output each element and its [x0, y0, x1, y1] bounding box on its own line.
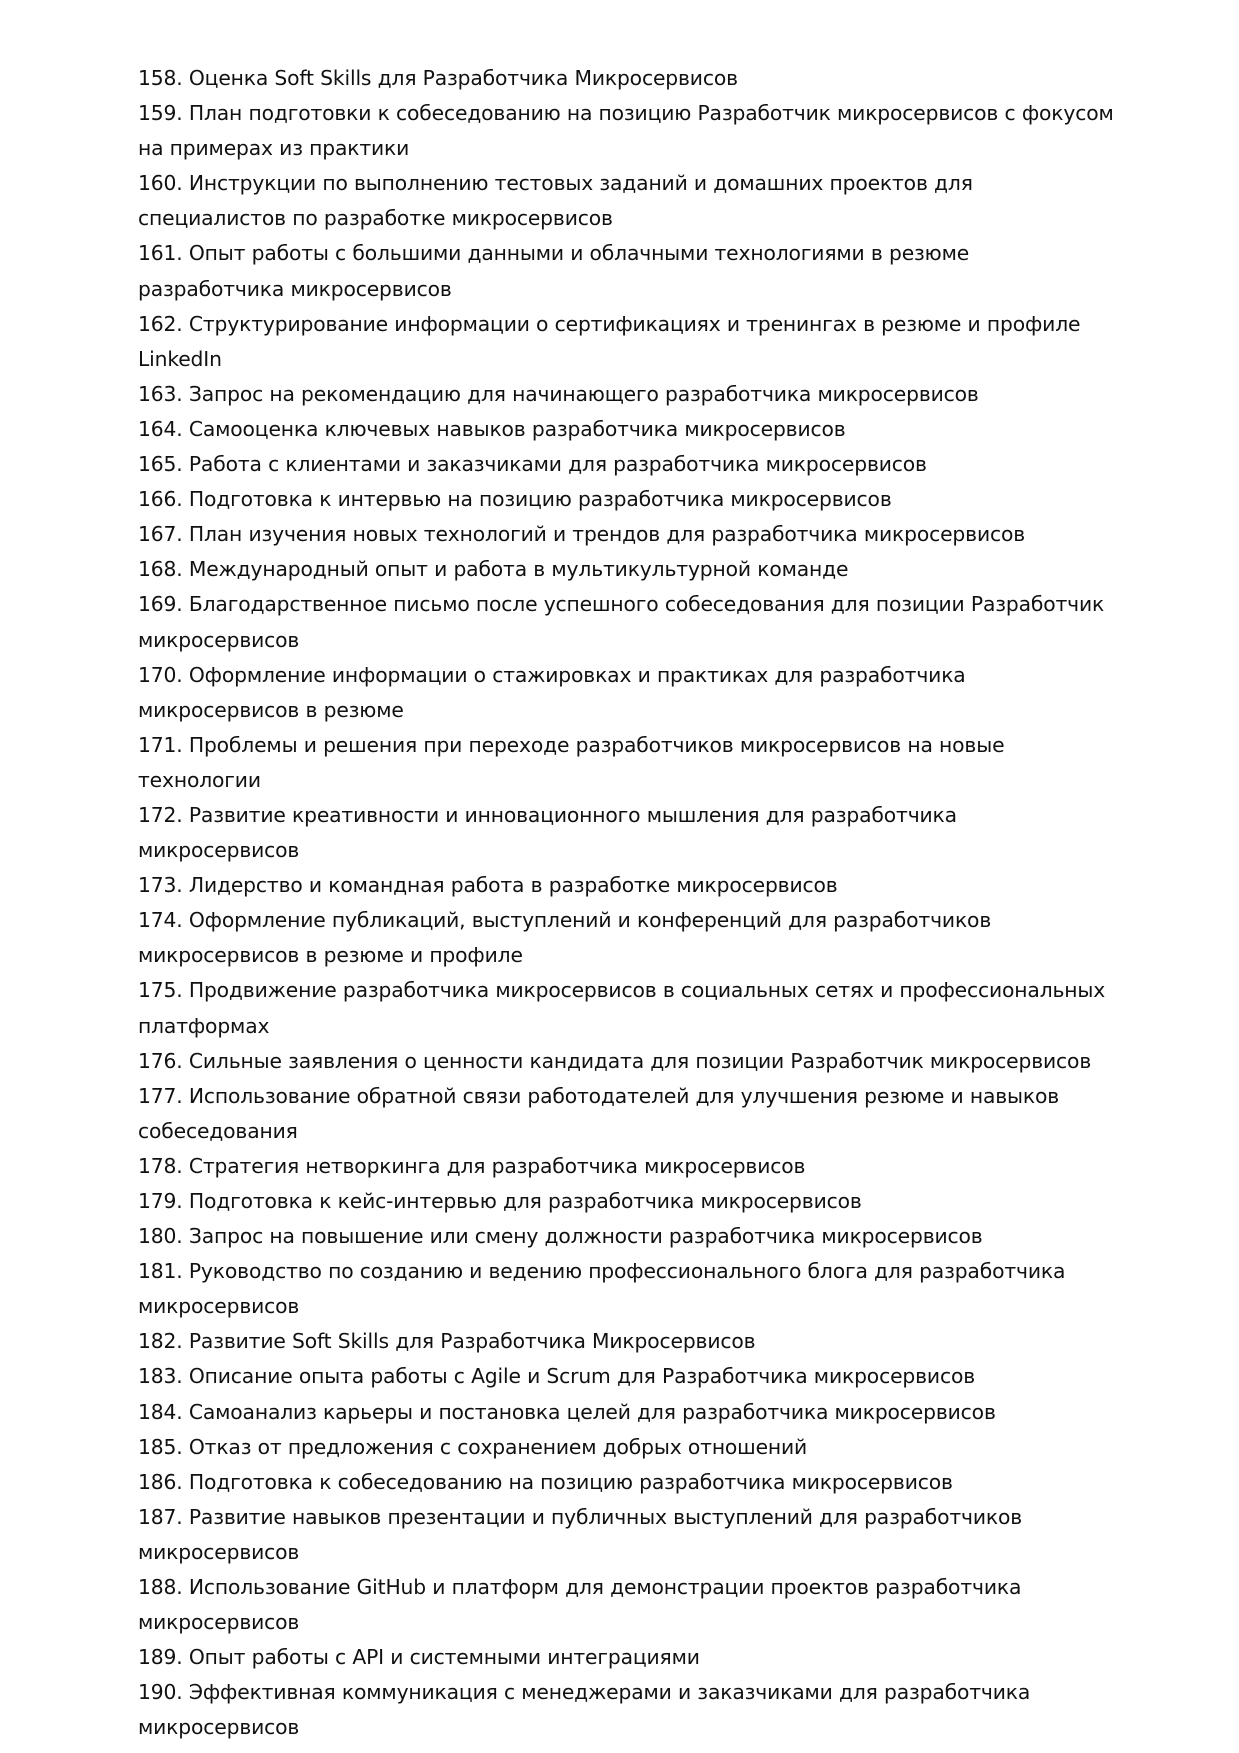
list-item: 158. Оценка Soft Skills для Разработчика Микросервисов	[138, 66, 738, 90]
list-item: 175. Продвижение разработчика микросервисов в социальных сетях и профессиональных платформах	[138, 978, 1106, 1038]
list-item: 172. Развитие креативности и инновационного мышления для разработчика микросервисов	[138, 802, 957, 863]
list-item: 176. Сильные заявления о ценности кандидата для позиции Разработчик микросервисов	[138, 1048, 1092, 1073]
list-item: 160. Инструкции по выполнению тестовых заданий и домашних проектов для специалистов по разработке микросервисов	[138, 171, 973, 231]
list-item: 171. Проблемы и решения при переходе разработчиков микросервисов на новые технологии	[138, 732, 1005, 792]
list-item: 188. Использование GitHub и платформ для демонстрации проектов разработчика микросервисов	[138, 1575, 1022, 1635]
list-item: 186. Подготовка к собеседованию на позицию разработчика микросервисов	[138, 1469, 953, 1494]
list-item: 163. Запрос на рекомендацию для начинающего разработчика микросервисов	[138, 381, 979, 406]
list-item: 190. Эффективная коммуникация с менеджерами и заказчиками для разработчика микросервисов	[138, 1680, 1031, 1740]
list-item: 166. Подготовка к интервью на позицию разработчика микросервисов	[138, 487, 892, 512]
list-item: 165. Работа с клиентами и заказчиками для разработчика микросервисов	[138, 452, 927, 477]
list-item: 184. Самоанализ карьеры и постановка целей для разработчика микросервисов	[138, 1399, 996, 1424]
topic-list	[138, 61, 1118, 1746]
list-item: 159. План подготовки к собеседованию на позицию Разработчик микросервисов с фокусом на примерах из практики	[138, 101, 1114, 161]
list-item: 170. Оформление информации о стажировках и практиках для разработчика микросервисов в резюме	[138, 662, 966, 722]
list-item: 179. Подготовка к кейс-интервью для разработчика микросервисов	[138, 1189, 862, 1213]
list-item: 181. Руководство по созданию и ведению профессионального блога для разработчика микросервисов	[138, 1259, 1066, 1319]
list-item: 173. Лидерство и командная работа в разработке микросервисов	[138, 873, 838, 898]
list-item: 185. Отказ от предложения с сохранением добрых отношений	[138, 1434, 808, 1459]
list-item: 161. Опыт работы с большими данными и облачными технологиями в резюме разработчика микросервисов	[138, 241, 970, 301]
list-item: 167. План изучения новых технологий и трендов для разработчика микросервисов	[138, 522, 1026, 547]
list-item: 169. Благодарственное письмо после успешного собеседования для позиции Разработчик микросервисов	[138, 592, 1105, 652]
list-item: 178. Стратегия нетворкинга для разработчика микросервисов	[138, 1153, 806, 1178]
list-item: 162. Структурирование информации о сертификациях и тренингах в резюме и профиле LinkedIn	[138, 311, 1081, 371]
list-item: 174. Оформление публикаций, выступлений и конференций для разработчиков микросервисов в резюме и профиле	[138, 908, 992, 968]
list-item: 164. Самооценка ключевых навыков разработчика микросервисов	[138, 416, 846, 441]
list-item: 177. Использование обратной связи работодателей для улучшения резюме и навыков собеседования	[138, 1083, 1060, 1143]
list-item: 189. Опыт работы с API и системными интеграциями	[138, 1645, 700, 1670]
list-item: 187. Развитие навыков презентации и публичных выступлений для разработчиков микросервисов	[138, 1504, 1023, 1564]
list-item: 180. Запрос на повышение или смену должности разработчика микросервисов	[138, 1224, 983, 1249]
list-item: 183. Описание опыта работы с Agile и Scrum для Разработчика микросервисов	[138, 1364, 976, 1389]
list-item: 168. Международный опыт и работа в мультикультурной команде	[138, 557, 849, 582]
list-item: 182. Развитие Soft Skills для Разработчика Микросервисов	[138, 1329, 756, 1354]
